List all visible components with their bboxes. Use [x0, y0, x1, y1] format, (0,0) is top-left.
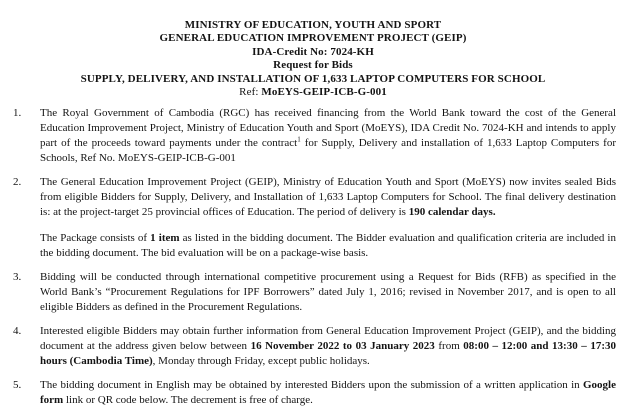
list-item: [10, 270, 616, 315]
paragraph: [40, 106, 616, 166]
header-doc-type: Request for Bids: [273, 59, 353, 72]
paragraph: [40, 270, 616, 315]
text-segment: Interested eligible Bidders may obtain further information from General Education Improvement Project (GEIP), and the bidding document at the address given below between: [40, 325, 616, 353]
footnote-ref: 1: [297, 135, 301, 144]
text-segment: Bidding will be conducted through international competitive procurement using a Request for Bids (RFB) as specified in the World Bank’s “Procurement Regulations for IPF Borrowers” dated July 1, 2016; revised in November 2017, and is open to all eligible Bidders as defined in the Procurement Regulations.: [40, 271, 616, 314]
paragraph: [40, 175, 616, 220]
document-header: [10, 19, 616, 99]
list-item: [10, 106, 616, 166]
text-segment: The General Education Improvement Project (GEIP), Ministry of Education Youth and Sport (MoEYS) now invites sealed Bids from eligible Bidders for Supply, Delivery, and Installation of 1,633 Laptop Computers for School. The final delivery destination is: at the project-target 25 provincial offices of Education. The period of delivery is: [40, 176, 616, 219]
text-segment: 08:00 – 12:00 and 13:30 – 17:30 hours (Cambodia Time): [40, 340, 616, 368]
text-segment: , Monday through Friday, except public holidays.: [152, 355, 370, 368]
text-segment: link or QR code below. The decrement is free of charge.: [63, 394, 313, 407]
list-item: [10, 175, 616, 261]
paragraph: [40, 378, 616, 408]
text-segment: for Supply, Delivery and installation of 1,633 Laptop Computers for Schools, Ref No. MoEYS-GEIP-ICB-G-001: [40, 137, 616, 165]
text-segment: from: [434, 340, 464, 353]
item-paragraphs: [40, 378, 616, 408]
text-segment: The bidding document in English may be obtained by interested Bidders upon the submission of a written application in: [40, 379, 583, 392]
text-segment: The Royal Government of Cambodia (RGC) has received financing from the World Bank toward the cost of the General Education Improvement Project, Ministry of Education Youth and Sport (MoEYS), IDA Credit No. 7024-KH and intends to apply part of the proceeds toward payments under the contract: [40, 107, 616, 150]
list-item: [10, 324, 616, 369]
reference-label: Ref:: [239, 86, 262, 99]
item-number: 5.: [13, 379, 22, 392]
text-segment: 16 November 2022 to 03 January 2023: [250, 340, 435, 353]
item-number: 1.: [13, 107, 22, 120]
item-paragraphs: [40, 106, 616, 166]
header-subject: SUPPLY, DELIVERY, AND INSTALLATION OF 1,633 LAPTOP COMPUTERS FOR SCHOOL: [80, 72, 546, 85]
list-item: [10, 378, 616, 408]
header-credit-no: IDA-Credit No: 7024-KH: [252, 45, 374, 58]
reference-value: MoEYS-GEIP-ICB-G-001: [261, 86, 387, 99]
item-paragraphs: [40, 270, 616, 315]
paragraph: [40, 324, 616, 369]
text-segment: The Package consists of: [40, 232, 151, 245]
header-project: GENERAL EDUCATION IMPROVEMENT PROJECT (GEIP): [159, 32, 467, 45]
item-number: 4.: [13, 325, 22, 338]
item-paragraphs: [40, 324, 616, 369]
item-number: 3.: [13, 271, 22, 284]
text-segment: 190 calendar days.: [408, 206, 496, 219]
text-segment: as listed in the bidding document. The Bidder evaluation and qualification criteria are included in the bidding document. The bid evaluation will be on a package-wise basis.: [40, 232, 616, 260]
item-paragraphs: [40, 175, 616, 261]
text-segment: Google form: [40, 379, 616, 407]
header-ministry: MINISTRY OF EDUCATION, YOUTH AND SPORT: [184, 19, 442, 31]
item-number: 2.: [13, 176, 22, 189]
header-reference: [10, 86, 616, 99]
paragraph: [40, 231, 616, 261]
text-segment: 1 item: [150, 232, 180, 245]
numbered-list: [10, 106, 616, 408]
